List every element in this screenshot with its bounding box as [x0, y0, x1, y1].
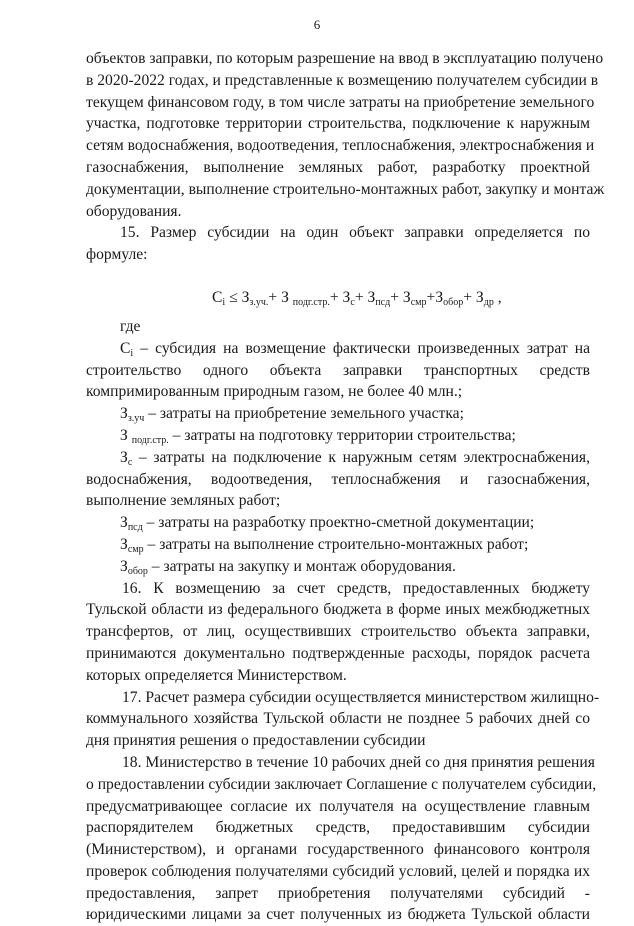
text-line: (Министерством), и органами государственного финансового контроля — [86, 841, 590, 859]
subsidy-formula: $C_i \le З_{з.уч.}+ З$ $_{подг.стр.}+ З_с+ З_{псд}+ З_{смр}+З_{обор}+ З_{др}$ , — [212, 288, 502, 308]
text-line: газоснабжения, выполнение земляных работ, разработку проектной — [86, 158, 590, 176]
text-line: выполнение земляных работ; — [86, 492, 281, 510]
text-line: 18. Министерство в течение 10 рабочих дней со дня принятия решения — [122, 753, 595, 771]
text-line: Тульской области из федерального бюджета в форме иных межбюджетных — [86, 601, 590, 619]
text-line: дня принятия решения о предоставлении субсидии — [86, 732, 426, 750]
definition-z-obor: $З_{обор}$ – затраты на закупку и монтаж оборудования. — [120, 557, 456, 577]
text-line: в 2020-2022 годах, и представленные к возмещению получателем субсидии в — [86, 71, 599, 89]
page-number: 6 — [313, 17, 321, 32]
text-line: распорядителем бюджетных средств, предоставившим субсидии — [86, 819, 590, 837]
paragraph-15 — [86, 222, 590, 266]
text-line: предусматривающее согласие их получателя на осуществление главным — [86, 797, 590, 815]
text-line: трансфертов, от лиц, осуществивших строительство объекта заправки, — [86, 623, 590, 641]
definition-z-psd: $З_{псд}$ – затраты на разработку проектно-сметной документации; — [120, 514, 535, 534]
paragraph-14-continuation — [86, 48, 605, 222]
definition-ci — [86, 338, 590, 403]
where-label: где — [120, 317, 141, 335]
text-line: 16. К возмещению за счет средств, предоставленных бюджету — [122, 579, 590, 597]
text-line: компримированным природным газом, не более 40 млн.; — [86, 383, 463, 401]
definition-z-c — [86, 447, 590, 512]
text-line: $C_i$ – субсидия на возмещение фактически произведенных затрат на — [120, 339, 590, 359]
definition-z-smr: $З_{смр}$ – затраты на выполнение строительно-монтажных работ; — [120, 535, 529, 555]
paragraph-16 — [86, 578, 590, 687]
text-line: участка, подготовке территории строительства, подключение к наружным — [86, 115, 590, 133]
text-line: строительство одного объекта заправки транспортных средств — [86, 361, 590, 379]
text-line: сетям водоснабжения, водоотведения, теплоснабжения, электроснабжения и — [86, 137, 595, 155]
text-line: проверок соблюдения получателями субсидий условий, целей и порядка их — [86, 862, 590, 880]
paragraph-17 — [86, 687, 600, 752]
definition-z-podg: З $_{подг.стр.}$ – затраты на подготовку территории строительства; — [120, 426, 516, 446]
text-line: коммунального хозяйства Тульской области не позднее 5 рабочих дней со — [86, 710, 590, 728]
document-body — [86, 48, 605, 926]
paragraph-18 — [86, 752, 597, 926]
text-line: предоставления, запрет приобретения получателями субсидий - — [86, 884, 590, 902]
text-line: принимаются документально подтвержденные расходы, порядок расчета — [86, 644, 590, 662]
text-line: которых определяется Министерством. — [86, 666, 347, 684]
text-line: водоснабжения, водоотведения, теплоснабжения и газоснабжения, — [86, 470, 590, 488]
definition-z-uch: $З_{з.уч}$ – затраты на приобретение земельного участка; — [120, 405, 464, 425]
text-line: документации, выполнение строительно-монтажных работ, закупку и монтаж — [86, 180, 605, 198]
text-line: оборудования. — [86, 202, 182, 220]
text-line: объектов заправки, по которым разрешение на ввод в эксплуатацию получено — [86, 50, 604, 67]
text-line: формуле: — [86, 246, 148, 264]
text-line: 17. Расчет размера субсидии осуществляется министерством жилищно- — [122, 688, 600, 706]
text-line: текущем финансовом году, в том числе затраты на приобретение земельного — [86, 93, 595, 111]
text-line: юридическими лицами за счет полученных из бюджета Тульской области — [86, 906, 590, 924]
text-line: о предоставлении субсидии заключает Соглашение с получателем субсидии, — [86, 775, 597, 793]
text-line: $З_с$ – затраты на подключение к наружным сетям электроснабжения, — [120, 448, 590, 468]
text-line: 15. Размер субсидии на один объект заправки определяется по — [120, 224, 590, 242]
